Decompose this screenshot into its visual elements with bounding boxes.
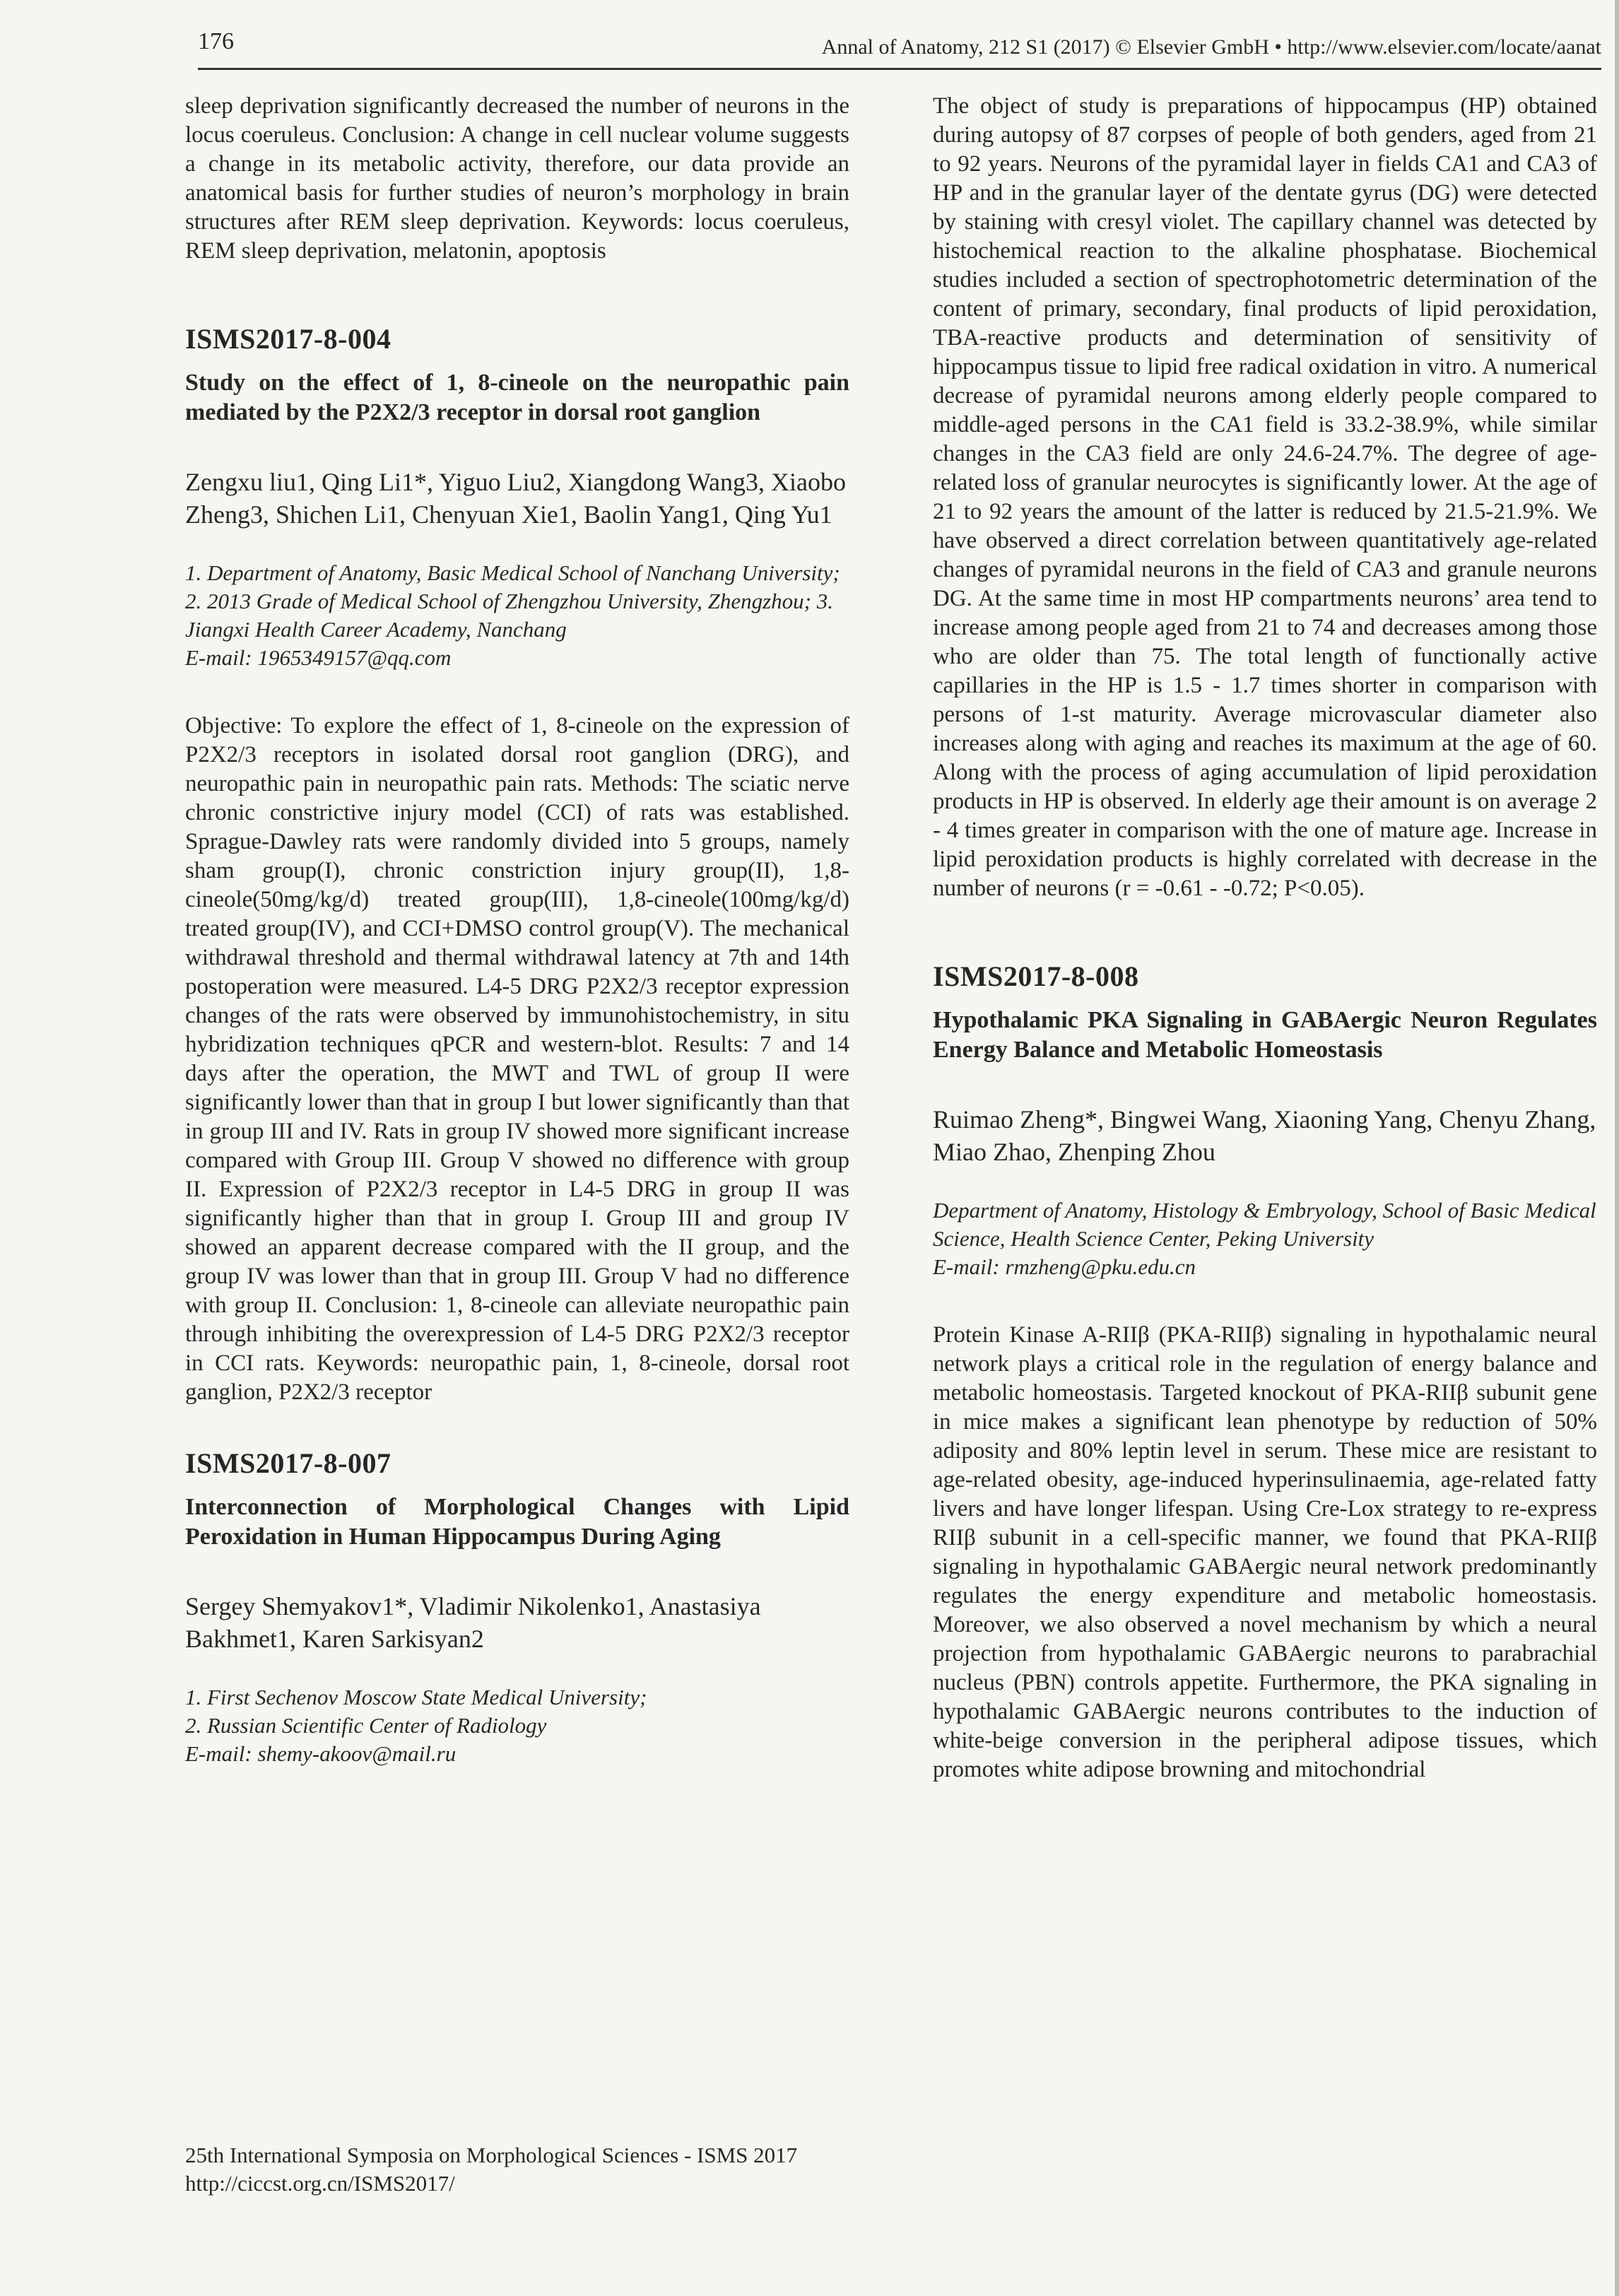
abstract-body-007: The object of study is preparations of hippocampus (HP) obtained during autopsy of 87 corpses of people of both genders, aged from 21 to 92 years. Neurons of the pyramidal layer in fields CA1 and CA3 of HP and in the granular layer of the dentate gyrus (DG) were detected by staining with cresyl violet. The capillary channel was detected by histochemical reaction to the alkaline phosphatase. Biochemical studies included a section of spectrophotometric determination of the content of primary, secondary, final products of lipid peroxidation, TBA-reactive products and determination of sensitivity of hippocampus tissue to lipid free radical oxidation in vitro. A numerical decrease of pyramidal neurons among elderly people compared to middle-aged persons in the CA1 field is 33.2-38.9%, while similar changes in the CA3 field are only 24.6-24.7%. The degree of age-related loss of granular neurocytes is significantly lower. At the age of 21 to 92 years the amount of the latter is reduced by 21.5-21.9%. We have observed a direct correlation between quantitatively age-related changes of pyramidal neurons in the field of CA3 and granule neurons DG. At the same time in most HP compartments neurons’ area tend to increase among people aged from 21 to 74 and decreases among those who are older than 75. The total length of functionally active capillaries in the HP is 1.5 - 1.7 times shorter in comparison with persons of 1-st maturity. Average microvascular diameter also increases along with aging and reaches its maximum at the age of 60. Along with the process of aging accumulation of lipid peroxidation products in HP is observed. In elderly age their amount is on average 2 - 4 times greater in comparison with the one of mature age. Increase in lipid peroxidation products is highly correlated with decrease in the number of neurons (r = -0.61 - -0.72; P<0.05). <box>933 93 1597 901</box>
abstract-id-008: ISMS2017-8-008 <box>933 960 1139 992</box>
scan-edge <box>1615 0 1619 2296</box>
abstract-title-008: Hypothalamic PKA Signaling in GABAergic Neuron Regulates Energy Balance and Metabolic Homeostasis <box>933 1007 1597 1063</box>
abstract-id-004: ISMS2017-8-004 <box>185 323 391 355</box>
abstract-affiliation-008: Department of Anatomy, Histology & Embryology, School of Basic Medical Science, Health Science Center, Peking University <box>933 1198 1596 1251</box>
continuation-text-left: sleep deprivation significantly decreased the number of neurons in the locus coeruleus. Conclusion: A change in cell nuclear volume suggests a change in its metabolic activity, therefore, our data provide an anatomical basis for further studies of neuron’s morphology in brain structures after REM sleep deprivation. Keywords: locus coeruleus, REM sleep deprivation, melatonin, apoptosis <box>185 93 849 264</box>
abstract-affiliation-007-2: 2. Russian Scientific Center of Radiology <box>185 1713 547 1738</box>
left-column <box>185 92 849 1768</box>
abstract-email-008: E-mail: rmzheng@pku.edu.cn <box>933 1254 1196 1279</box>
right-column <box>933 92 1597 1784</box>
abstract-affiliation-004: 1. Department of Anatomy, Basic Medical School of Nanchang University; 2. 2013 Grade of Medical School of Zhengzhou University, Zhengzhou; 3. Jiangxi Health Career Academy, Nanchang <box>185 560 840 642</box>
abstract-body-004: Objective: To explore the effect of 1, 8-cineole on the expression of P2X2/3 receptors in isolated dorsal root ganglion (DRG), and neuropathic pain in neuropathic pain rats. Methods: The sciatic nerve chronic constrictive injury model (CCI) of rats was established. Sprague-Dawley rats were randomly divided into 5 groups, namely sham group(I), chronic constriction injury group(II), 1,8-cineole(50mg/kg/d) treated group(III), 1,8-cineole(100mg/kg/d) treated group(IV), and CCI+DMSO control group(V). The mechanical withdrawal threshold and thermal withdrawal latency at 7th and 14th postoperation were measured. L4-5 DRG P2X2/3 receptor expression changes of the rats were observed by immunohistochemistry, in situ hybridization techniques qPCR and western-blot. Results: 7 and 14 days after the operation, the MWT and TWL of group II were significantly lower than that in group I but lower significantly than that in group III and IV. Rats in group IV showed more significant increase compared with Group III. Group V showed no difference with group II. Expression of P2X2/3 receptor in L4-5 DRG in group II was significantly higher than that in group I. Group III and group IV showed an apparent decrease compared with the II group, and the group IV was lower than that in group III. Group V had no difference with group II. Conclusion: 1, 8-cineole can alleviate neuropathic pain through inhibiting the overexpression of L4-5 DRG P2X2/3 receptor in CCI rats. Keywords: neuropathic pain, 1, 8-cineole, dorsal root ganglion, P2X2/3 receptor <box>185 713 849 1405</box>
running-head: Annal of Anatomy, 212 S1 (2017) © Elsevier GmbH • http://www.elsevier.com/locate/aanat <box>821 35 1601 59</box>
abstract-body-008: Protein Kinase A-RIIβ (PKA-RIIβ) signaling in hypothalamic neural network plays a critical role in the regulation of energy balance and metabolic homeostasis. Targeted knockout of PKA-RIIβ subunit gene in mice makes a significant lean phenotype by reduction of 50% adiposity and 80% leptin level in serum. These mice are resistant to age-related obesity, age-induced hyperinsulinaemia, age-related fatty livers and have longer lifespan. Using Cre-Lox strategy to re-express RIIβ subunit in a cell-specific manner, we found that PKA-RIIβ signaling in hypothalamic GABAergic neural network predominantly regulates the energy expenditure and metabolic homeostasis. Moreover, we also observed a novel mechanism by which a neural projection from hypothalamic GABAergic neurons to parabrachial nucleus (PBN) controls appetite. Furthermore, the PKA signaling in hypothalamic GABAergic neurons contributes to the induction of white-beige conversion in the peripheral adipose tissues, which promotes white adipose browning and mitochondrial <box>933 1322 1597 1782</box>
abstract-title-007: Interconnection of Morphological Changes with Lipid Peroxidation in Human Hippocampus During Aging <box>185 1494 849 1550</box>
abstract-id-007: ISMS2017-8-007 <box>185 1447 391 1479</box>
abstract-authors-008: Ruimao Zheng*, Bingwei Wang, Xiaoning Yang, Chenyu Zhang, Miao Zhao, Zhenping Zhou <box>933 1105 1596 1166</box>
abstract-email-007: E-mail: shemy-akoov@mail.ru <box>185 1741 457 1766</box>
abstract-email-004: E-mail: 1965349157@qq.com <box>185 645 452 670</box>
abstract-affiliation-007-1: 1. First Sechenov Moscow State Medical University; <box>185 1685 647 1709</box>
header-rule <box>198 68 1601 70</box>
page-number: 176 <box>198 28 234 54</box>
abstract-authors-004: Zengxu liu1, Qing Li1*, Yiguo Liu2, Xiangdong Wang3, Xiaobo Zheng3, Shichen Li1, Chenyuan Xie1, Baolin Yang1, Qing Yu1 <box>185 468 847 529</box>
page-footer: 25th International Symposia on Morphological Sciences - ISMS 2017 http://ciccst.org.cn/ISMS2017/ <box>185 2143 798 2196</box>
abstract-authors-007: Sergey Shemyakov1*, Vladimir Nikolenko1, Anastasiya Bakhmet1, Karen Sarkisyan2 <box>185 1592 761 1653</box>
abstract-title-004: Study on the effect of 1, 8-cineole on the neuropathic pain mediated by the P2X2/3 receptor in dorsal root ganglion <box>185 370 849 425</box>
